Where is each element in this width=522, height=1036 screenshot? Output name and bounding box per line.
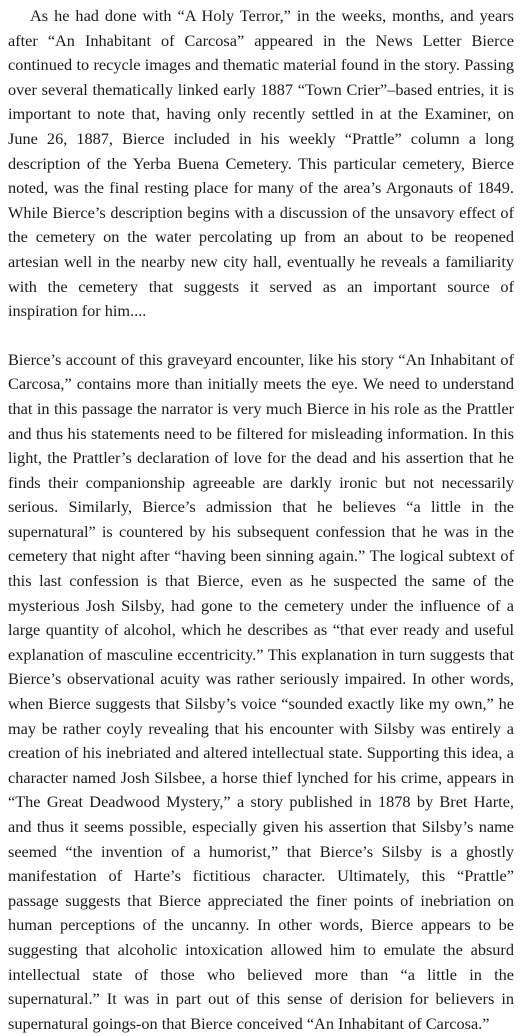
document-page	[8, 4, 514, 1036]
paragraph-2: Bierce’s account of this graveyard encounter, like his story “An Inhabitant of Carcosa,” contains more than initially meets the eye. We need to understand that in this passage the narrator is very much Bierce in his role as the Prattler and thus his statements need to be filtered for misleading information. In this light, the Prattler’s declaration of love for the dead and his assertion that he finds their companionship agreeable are darkly ironic but not necessarily serious. Similarly, Bierce’s admission that he believes “a little in the supernatural” is countered by his subsequent confession that he was in the cemetery that night after “having been sinning again.” The logical subtext of this last confession is that Bierce, even as he suspected the same of the mysterious Josh Silsby, had gone to the cemetery under the influence of a large quantity of alcohol, which he describes as “that ever ready and useful explanation of masculine eccentricity.” This explanation in turn suggests that Bierce’s observational acuity was rather seriously impaired. In other words, when Bierce suggests that Silsby’s voice “sounded exactly like my own,” he may be rather coyly revealing that his encounter with Silsby was entirely a creation of his inebriated and altered intellectual state. Supporting this idea, a character named Josh Silsbee, a horse thief lynched for his crime, appears in “The Great Deadwood Mystery,” a story published in 1878 by Bret Harte, and thus it seems possible, especially given his assertion that Silsby’s name seemed “the invention of a humorist,” that Bierce’s Silsby is a ghostly manifestation of Harte’s fictitious character. Ultimately, this “Prattle” passage suggests that Bierce appreciated the finer points of inebriation on human perceptions of the uncanny. In other words, Bierce appears to be suggesting that alcoholic intoxication allowed him to emulate the absurd intellectual state of those who believed more than “a little in the supernatural.” It was in part out of this sense of derision for believers in supernatural goings-on that Bierce conceived “An Inhabitant of Carcosa.”	[8, 349, 514, 1033]
paragraph-gap	[8, 324, 514, 348]
paragraph-1: As he had done with “A Holy Terror,” in the weeks, months, and years after “An Inhabitant of Carcosa” appeared in the News Letter Bierce continued to recycle images and thematic material found in the story. Passing over several thematically linked early 1887 “Town Crier”–based entries, it is important to note that, having only recently settled in at the Examiner, on June 26, 1887, Bierce included in his weekly “Prattle” column a long description of the Yerba Buena Cemetery. This particular cemetery, Bierce noted, was the final resting place for many of the area’s Argonauts of 1849. While Bierce’s description begins with a discussion of the unsavory effect of the cemetery on the water percolating up from an about to be reopened artesian well in the nearby new city hall, eventually he reveals a familiarity with the cemetery that suggests it served as an important source of inspiration for him....	[8, 6, 514, 321]
